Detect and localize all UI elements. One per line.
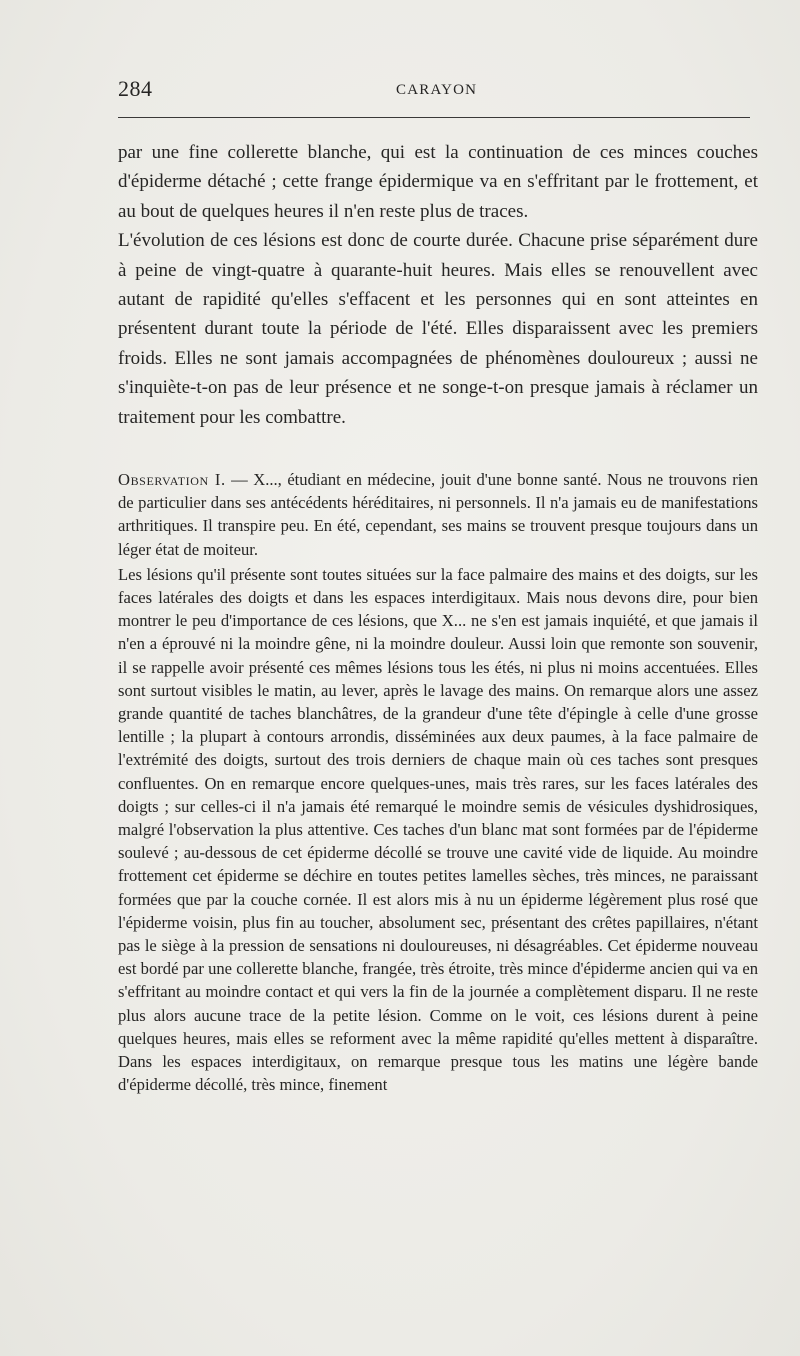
page-number: 284 xyxy=(118,76,153,101)
page-header xyxy=(118,72,750,108)
observation-label: Observation I. xyxy=(118,470,226,489)
observation-text xyxy=(118,468,758,1096)
observation-body: Les lésions qu'il présente sont toutes situées sur la face palmaire des mains et des doigts, sur les faces latérales des doigts et dans les espaces interdigitaux. Mais nous devons dire, pour bien montrer le peu d'importance de ces lésions, que X... ne s'en est jamais inquiété, et que jamais il n'en a éprouvé ni la moindre gêne, ni la moindre douleur. Aussi loin que remonte son souvenir, il se rappelle avoir présenté ces mêmes lésions tous les étés, ni plus ni moins accentuées. Elles sont surtout visibles le matin, au lever, après le lavage des mains. On remarque alors une assez grande quantité de taches blanchâtres, de la grandeur d'une tête d'épingle à celle d'une grosse lentille ; la plupart à contours arrondis, disséminées aux deux paumes, à la face palmaire de l'extrémité des doigts, surtout des trois derniers de chaque main où ces taches sont presques confluentes. On en remarque encore quelques-unes, mais très rares, sur les faces latérales des doigts ; sur celles-ci il n'a jamais été remarqué le moindre semis de vésicules dyshidrosiques, malgré l'observation la plus attentive. Ces taches d'un blanc mat sont formées par de l'épiderme soulevé ; au-dessous de cet épiderme décollé se trouve une cavité vide de liquide. Au moindre frottement cet épiderme se déchire en toutes petites lamelles sèches, très minces, ne paraissant formées que par la couche cornée. Il est alors mis à nu un épiderme légèrement plus rosé que l'épiderme voisin, plus fin au toucher, absolument sec, présentant des crêtes papillaires, n'étant pas le siège à la pression de sensations ni douloureuses, ni désagréables. Cet épiderme nouveau est bordé par une collerette blanche, frangée, très étroite, très mince d'épiderme ancien qui va en s'effritant au moindre contact et qui vers la fin de la journée a complètement disparu. Il ne reste plus alors aucune trace de la petite lésion. Comme on le voit, ces lésions durent à peine quelques heures, mais elles se reforment avec la même rapidité qu'elles mettent à disparaître. Dans les espaces interdigitaux, on remarque presque tous les matins une légère bande d'épiderme décollé, très mince, finement xyxy=(118,564,758,1095)
header-rule xyxy=(118,117,750,118)
running-head: CARAYON xyxy=(396,82,478,98)
observation-intro-paragraph xyxy=(118,468,758,561)
paragraph-2: L'évolution de ces lésions est donc de courte durée. Chacune prise séparément dure à peine de vingt-quatre à quarante-huit heures. Mais elles se renouvellent avec autant de rapidité qu'elles s'effacent et les personnes qui en sont atteintes en présentent durant toute la période de l'été. Elles disparaissent avec les premiers froids. Elles ne sont jamais accompagnées de phénomènes douloureux ; aussi ne s'inquiète-t-on pas de leur présence et ne songe-t-on presque jamais à réclamer un traitement pour les combattre. xyxy=(118,230,758,428)
observation-intro: — X..., étudiant en médecine, jouit d'une bonne santé. Nous ne trouvons rien de particulier dans ses antécédents héréditaires, ni personnels. Il n'a jamais eu de manifestations arthritiques. Il transpire peu. En été, cependant, ses mains se trouvent presque toujours dans un léger état de moiteur. xyxy=(118,470,758,559)
main-text xyxy=(118,138,758,432)
paragraph-1: par une fine collerette blanche, qui est la continuation de ces minces couches d'épiderme détaché ; cette frange épidermique va en s'effritant par le frottement, et au bout de quelques heures il n'en reste plus de traces. xyxy=(118,142,758,222)
